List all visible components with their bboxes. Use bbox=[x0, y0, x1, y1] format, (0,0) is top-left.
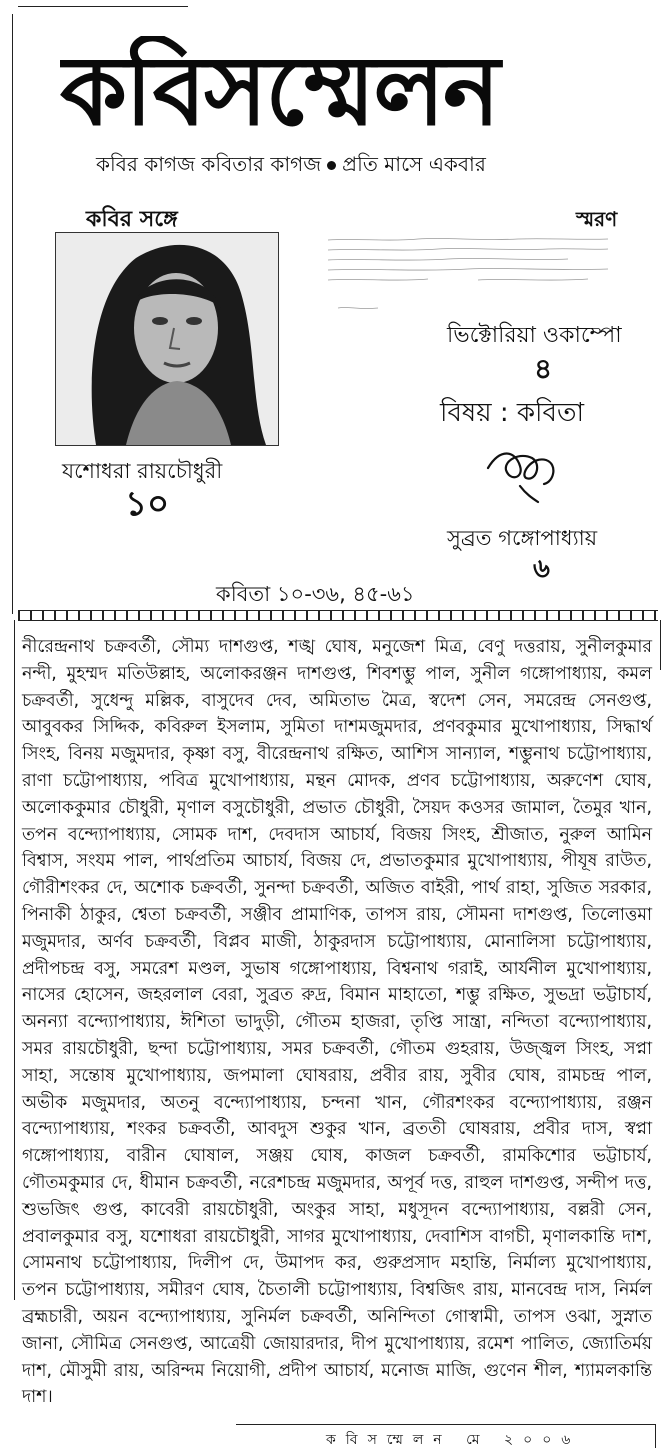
footer-issue: কবিসম্মেলন মে ২০০৬ bbox=[326, 1432, 581, 1448]
topic-label: বিষয় : কবিতা bbox=[440, 398, 584, 428]
footer-rule-vertical bbox=[655, 1424, 656, 1448]
bullet-icon bbox=[327, 161, 336, 170]
footer-rule bbox=[236, 1424, 656, 1425]
masthead-title: কবিসম্মেলন bbox=[60, 36, 499, 146]
body-right-rule bbox=[660, 620, 661, 670]
poems-range: কবিতা ১০-৩৬, ৪৫-৬১ bbox=[216, 582, 415, 606]
feature-poet-name: যশোধরা রায়চৌধুরী bbox=[62, 459, 223, 483]
poet-portrait-icon bbox=[55, 232, 279, 446]
left-rule bbox=[12, 14, 13, 614]
handwritten-letter-icon bbox=[318, 228, 618, 320]
feature-heading: কবির সঙ্গে bbox=[86, 207, 178, 232]
signature-name: সুব্রত গঙ্গোপাধ্যায় bbox=[447, 526, 598, 550]
tagline bbox=[96, 150, 486, 183]
signature-page-number: ৬ bbox=[533, 554, 550, 584]
contributors-list: নীরেন্দ্রনাথ চক্রবর্তী, সৌম্য দাশগুপ্ত, শঙ্খ ঘোষ, মনুজেশ মিত্র, বেণু দত্তরায়, সুনীলকুমার নন্দী, মুহম্মদ মতিউল্লাহ, অলোকরঞ্জন দাশগুপ্ত, শিবশম্ভু পাল, সুনীল গঙ্গোপাধ্যায়, কমল চক্রবর্তী, সুধেন্দু মল্লিক, বাসুদেব দেব, অমিতাভ মৈত্র, স্বদেশ সেন, সমরেন্দ্র সেনগুপ্ত, আবুবকর সিদ্দিক, কবিরুল ইসলাম, সুমিতা দাশমজুমদার, প্রণবকুমার মুখোপাধ্যায়, সিদ্ধার্থ সিংহ, বিনয় মজুমদার, কৃষ্ণা বসু, বীরেন্দ্রনাথ রক্ষিত, আশিস সান্যাল, শম্ভুনাথ চট্টোপাধ্যায়, রাণা চট্টোপাধ্যায়, পবিত্র মুখোপাধ্যায়, মন্থন মোদক, প্রণব চট্টোপাধ্যায়, অরুণেশ ঘোষ, অলোককুমার চৌধুরী, মৃণাল বসুচৌধুরী, প্রভাত চৌধুরী, সৈয়দ কওসর জামাল, তৈমুর খান, তপন বন্দ্যোপাধ্যায়, সোমক দাশ, দেবদাস আচার্য, বিজয় সিংহ, শ্রীজাত, নুরুল আমিন বিশ্বাস, সংযম পাল, পার্থপ্রতিম আচার্য, বিজয় দে, প্রভাতকুমার মুখোপাধ্যায়, পীযূষ রাউত, গৌরীশংকর দে, অশোক চক্রবর্তী, সুনন্দা চক্রবর্তী, অজিত বাইরী, পার্থ রাহা, সুজিত সরকার, পিনাকী ঠাকুর, শ্বেতা চক্রবর্তী, সঞ্জীব প্রামাণিক, তাপস রায়, সৌমনা দাশগুপ্ত, তিলোত্তমা মজুমদার, অর্ণব চক্রবর্তী, বিপ্লব মাজী, ঠাকুরদাস চট্টোপাধ্যায়, মোনালিসা চট্টোপাধ্যায়, প্রদীপচন্দ্র বসু, সমরেশ মণ্ডল, সুভাষ গঙ্গোপাধ্যায়, বিশ্বনাথ গরাই, আর্যনীল মুখোপাধ্যায়, নাসের হোসেন, জহরলাল বেরা, সুব্রত রুদ্র, বিমান মাহাতো, শম্ভু রক্ষিত, সুভদ্রা ভট্টাচার্য, অনন্যা বন্দ্যোপাধ্যায়, ঈশিতা ভাদুড়ী, গৌতম হাজরা, তৃপ্তি সান্ত্রা, নন্দিতা বন্দ্যোপাধ্যায়, সমর রায়চৌধুরী, ছন্দা চট্টোপাধ্যায়, সমর চক্রবর্তী, গৌতম গুহরায়, উজ্জ্বল সিংহ, সপ্না সাহা, সন্তোষ মুখোপাধ্যায়, জপমালা ঘোষরায়, প্রবীর রায়, সুবীর ঘোষ, রামচন্দ্র পাল, অভীক মজুমদার, অতনু বন্দ্যোপাধ্যায়, চন্দনা খান, গৌরশংকর বন্দ্যোপাধ্যায়, রঞ্জন বন্দ্যোপাধ্যায়, শংকর চক্রবর্তী, আবদুস শুকুর খান, ব্রততী ঘোষরায়, প্রবীর দাস, স্বপ্না গঙ্গোপাধ্যায়, বারীন ঘোষাল, সঞ্জয় ঘোষ, কাজল চক্রবর্তী, রামকিশোর ভট্টাচার্য, গৌতমকুমার দে, ধীমান চক্রবর্তী, নরেশচন্দ্র মজুমদার, অপূর্ব দত্ত, রাহুল দাশগুপ্ত, সন্দীপ দত্ত, শুভজিৎ গুপ্ত, কাবেরী রায়চৌধুরী, অংকুর সাহা, মধুসূদন বন্দ্যোপাধ্যায়, বল্লরী সেন, প্রবালকুমার বসু, যশোধরা রায়চৌধুরী, সাগর মুখোপাধ্যায়, দেবাশিস বাগচী, মৃণালকান্তি দাশ, সোমনাথ চট্টোপাধ্যায়, দিলীপ দে, উমাপদ কর, গুরুপ্রসাদ মহান্তি, নির্মাল্য মুখোপাধ্যায়, তপন চট্টোপাধ্যায়, সমীরণ ঘোষ, চৈতালী চট্টোপাধ্যায়, বিশ্বজিৎ রায়, মানবেন্দ্র দাস, নির্মল ব্রহ্মচারী, অয়ন বন্দ্যোপাধ্যায়, সুনির্মল চক্রবর্তী, অনিন্দিতা গোস্বামী, তাপস ওঝা, সুস্নাত জানা, সৌমিত্র সেনগুপ্ত, আত্রেয়ী জোয়ারদার, দীপ মুখোপাধ্যায়, রমেশ পালিত, জ্যোতির্ময় দাশ, মৌসুমী রায়, অরিন্দম নিয়োগী, প্রদীপ আচার্য, মনোজ মাজি, গুণেন শীল, শ্যামলকান্তি দাশ। bbox=[22, 637, 652, 1408]
tagline-left: কবির কাগজ কবিতার কাগজ bbox=[96, 152, 322, 176]
memory-heading: স্মরণ bbox=[576, 207, 618, 231]
section-divider bbox=[18, 610, 658, 621]
memory-page-number: ৪ bbox=[534, 352, 553, 385]
top-rule bbox=[18, 6, 188, 7]
tagline-right: প্রতি মাসে একবার bbox=[342, 152, 486, 176]
feature-page-number: ১০ bbox=[125, 484, 170, 524]
memory-subject: ভিক্টোরিয়া ওকাম্পো bbox=[447, 323, 622, 348]
body-left-rule bbox=[14, 620, 15, 1300]
signature-icon bbox=[480, 438, 570, 508]
